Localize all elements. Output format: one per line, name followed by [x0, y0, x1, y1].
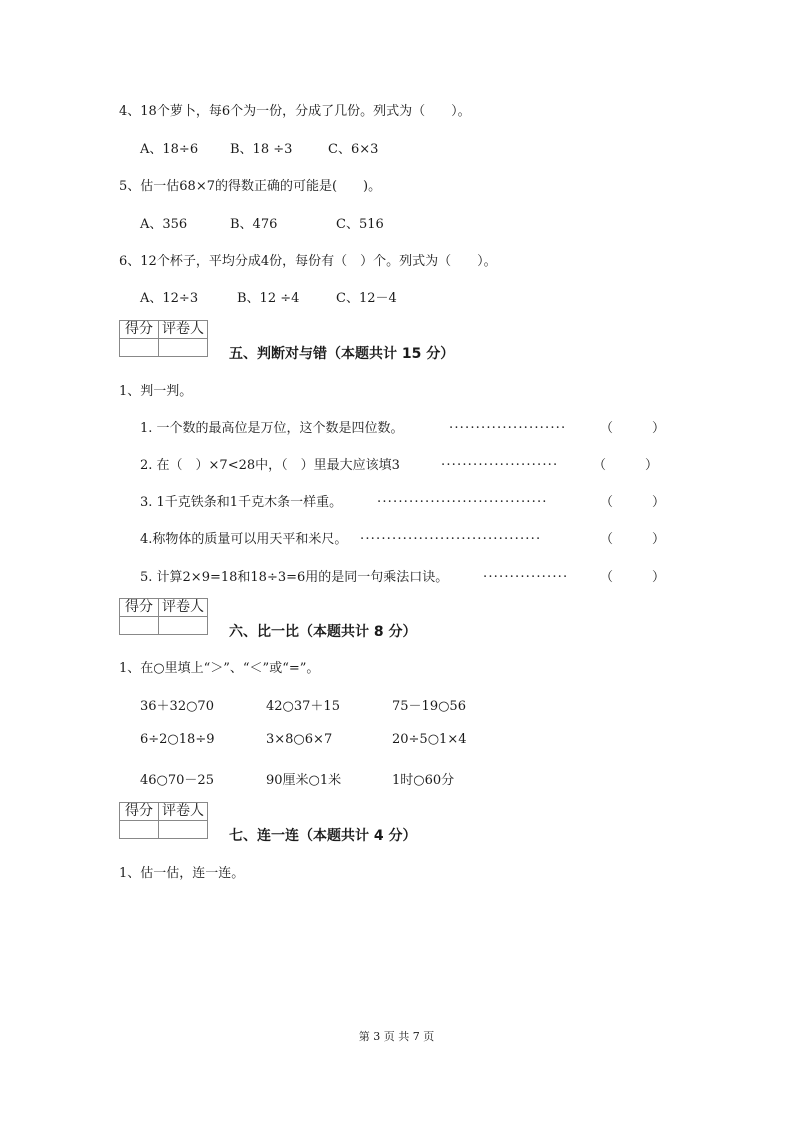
section-5-question: 1、判一判。: [119, 384, 193, 399]
judge-item-3-text: 3. 1千克铁条和1千克木条一样重。: [140, 495, 343, 510]
grader-cell: [159, 617, 208, 635]
section-6-question: 1、在○里填上“＞”、“＜”或“=”。: [119, 661, 320, 676]
judge-item-1-text: 1. 一个数的最高位是万位，这个数是四位数。: [140, 421, 404, 436]
judge-item-4-answer[interactable]: （ ）: [600, 532, 666, 547]
q5-option-a: A、356: [140, 217, 188, 232]
judge-item-5-text: 5. 计算2×9=18和18÷3=6用的是同一句乘法口诀。: [140, 570, 449, 585]
grader-label: 评卷人: [159, 803, 208, 821]
judge-item-1-answer[interactable]: （ ）: [600, 421, 666, 436]
score-box: [119, 320, 208, 357]
q4-option-b: B、18 ÷3: [230, 142, 293, 157]
compare-2-3[interactable]: 20÷5○1×4: [392, 732, 467, 747]
compare-2-2[interactable]: 3×8○6×7: [266, 732, 333, 747]
q5-option-c: C、516: [336, 217, 384, 232]
compare-1-2[interactable]: 42○37＋15: [266, 699, 340, 714]
judge-item-5-dots: ................: [483, 566, 569, 581]
judge-item-4-dots: ..................................: [360, 528, 542, 543]
score-label: 得分: [120, 321, 159, 339]
q4-option-a: A、18÷6: [140, 142, 199, 157]
score-box: [119, 802, 208, 839]
section-5-title: 五、判断对与错（本题共计 15 分）: [229, 346, 455, 362]
section-7-title: 七、连一连（本题共计 4 分）: [229, 828, 417, 844]
question-5-text: 5、估一估68×7的得数正确的可能是( )。: [119, 179, 382, 194]
judge-item-5-answer[interactable]: （ ）: [600, 570, 666, 585]
q6-option-c: C、12－4: [336, 291, 397, 306]
judge-item-4-text: 4.称物体的质量可以用天平和米尺。: [140, 532, 348, 547]
judge-item-3-dots: ................................: [377, 491, 548, 506]
grader-cell: [159, 339, 208, 357]
score-label: 得分: [120, 599, 159, 617]
compare-2-1[interactable]: 6÷2○18÷9: [140, 732, 215, 747]
compare-3-3[interactable]: 1时○60分: [392, 773, 455, 788]
q4-option-c: C、6×3: [328, 142, 379, 157]
grader-cell: [159, 821, 208, 839]
judge-item-1-dots: ......................: [449, 417, 567, 432]
judge-item-2-answer[interactable]: （ ）: [593, 458, 659, 473]
question-6-text: 6、12个杯子，平均分成4份，每份有（ ）个。列式为（ ）。: [119, 254, 497, 269]
compare-1-3[interactable]: 75－19○56: [392, 699, 466, 714]
score-cell: [120, 617, 159, 635]
score-cell: [120, 821, 159, 839]
question-4-text: 4、18个萝卜，每6个为一份，分成了几份。列式为（ ）。: [119, 104, 471, 119]
score-label: 得分: [120, 803, 159, 821]
section-7-question: 1、估一估，连一连。: [119, 866, 245, 881]
section-6-title: 六、比一比（本题共计 8 分）: [229, 624, 417, 640]
compare-3-2[interactable]: 90厘米○1米: [266, 773, 342, 788]
page-footer: 第 3 页 共 7 页: [358, 1030, 435, 1043]
judge-item-2-text: 2. 在（ ）×7<28中，（ ）里最大应该填3: [140, 458, 400, 473]
compare-3-1[interactable]: 46○70－25: [140, 773, 214, 788]
score-box: [119, 598, 208, 635]
q5-option-b: B、476: [230, 217, 278, 232]
judge-item-2-dots: ......................: [441, 454, 559, 469]
grader-label: 评卷人: [159, 599, 208, 617]
grader-label: 评卷人: [159, 321, 208, 339]
q6-option-b: B、12 ÷4: [237, 291, 300, 306]
q6-option-a: A、12÷3: [140, 291, 199, 306]
judge-item-3-answer[interactable]: （ ）: [600, 495, 666, 510]
score-cell: [120, 339, 159, 357]
compare-1-1[interactable]: 36＋32○70: [140, 699, 214, 714]
